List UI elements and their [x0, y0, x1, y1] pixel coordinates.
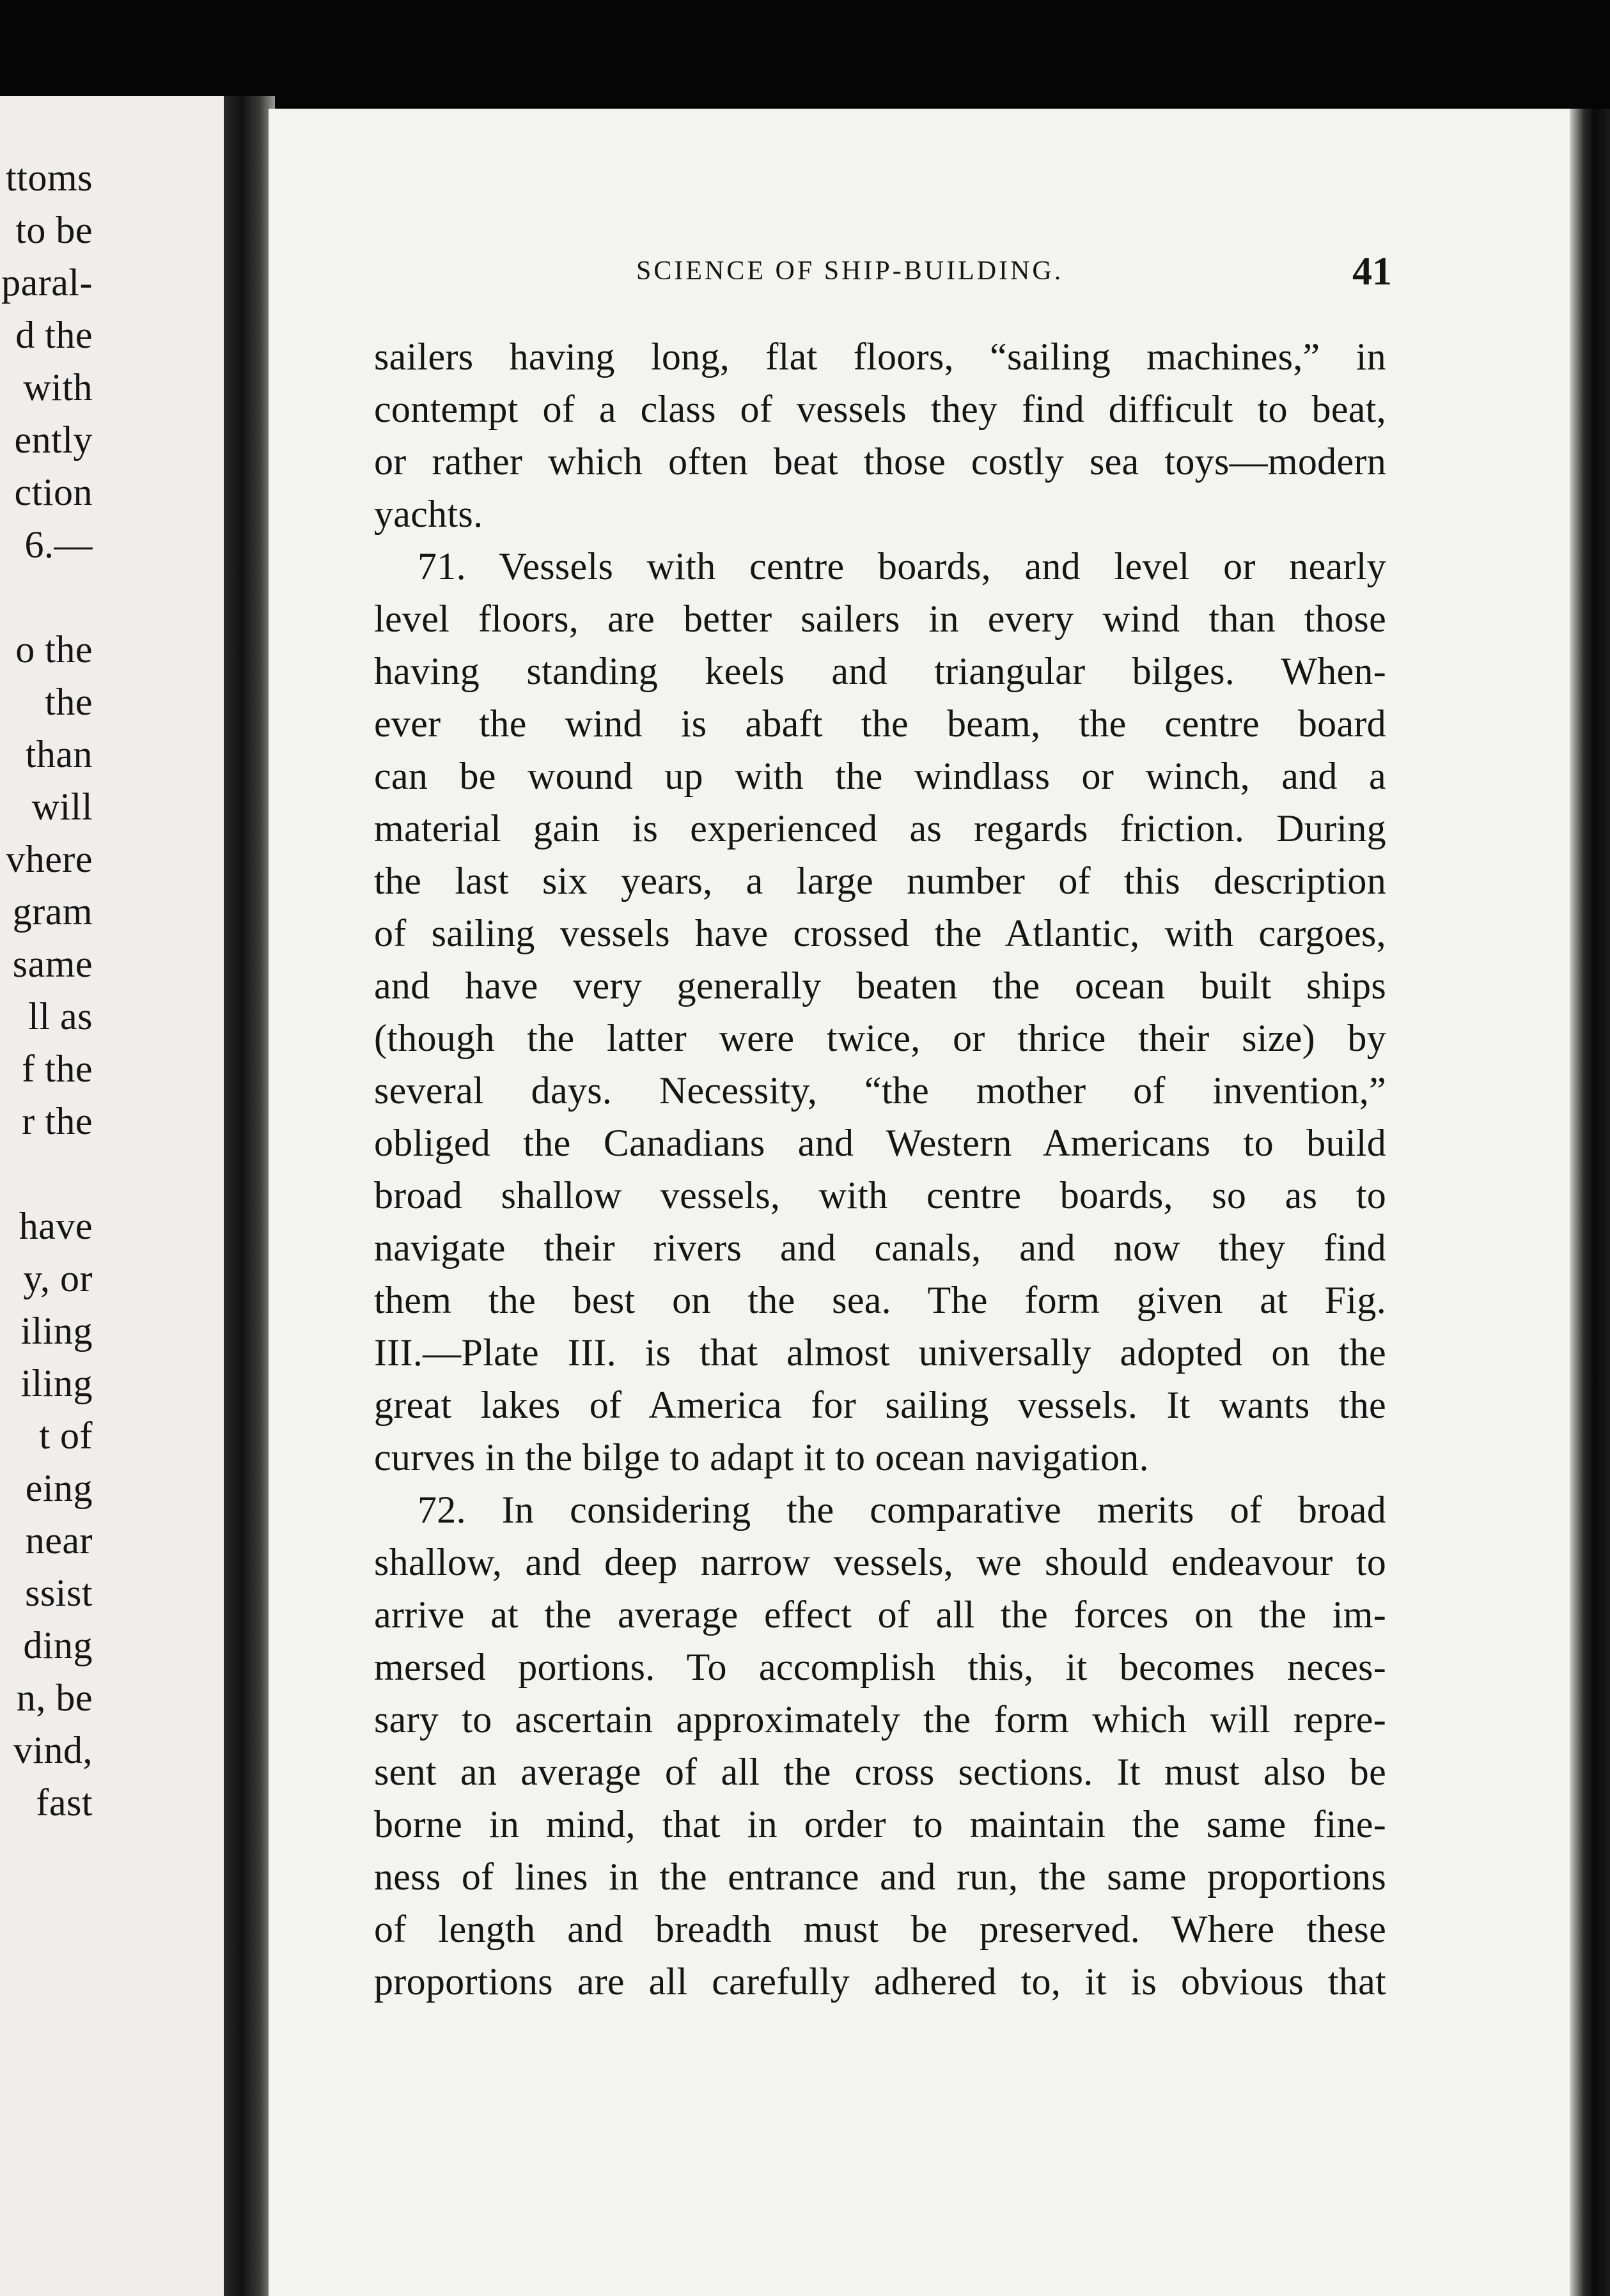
paragraph-72-start: 72. In considering the comparative merits of broad — [418, 1489, 1386, 1531]
text-line: and have very generally beaten the ocean built ships — [374, 965, 1386, 1007]
text-line: or rather which often beat those costly sea toys—modern — [374, 440, 1386, 483]
facing-line: y, or — [23, 1257, 93, 1299]
facing-line: ll as — [28, 995, 93, 1037]
text-line: shallow, and deep narrow vessels, we should endeavour to — [374, 1541, 1386, 1583]
facing-line: ction — [14, 471, 93, 513]
facing-line: o the — [15, 628, 93, 671]
text-line: yachts. — [374, 493, 483, 535]
text-line: ever the wind is abaft the beam, the centre board — [374, 702, 1386, 745]
facing-line: ding — [23, 1624, 93, 1666]
text-line: sary to ascertain approximately the form which will repre- — [374, 1698, 1386, 1741]
facing-line: the — [45, 681, 93, 723]
text-line: of sailing vessels have crossed the Atlantic, with cargoes, — [374, 912, 1386, 954]
facing-line: vind, — [13, 1729, 93, 1771]
facing-line: 6.— — [24, 524, 93, 566]
page-edge — [1570, 109, 1610, 2296]
page-number: 41 — [1352, 250, 1392, 293]
body-text — [374, 330, 1386, 2008]
facing-page-fragment — [0, 96, 224, 2296]
text-line: obliged the Canadians and Western Americans to build — [374, 1122, 1386, 1164]
text-line: having standing keels and triangular bilges. When- — [374, 650, 1386, 692]
text-line: arrive at the average effect of all the forces on the im- — [374, 1594, 1386, 1636]
text-line: proportions are all carefully adhered to, it is obvious that — [374, 1960, 1386, 2003]
facing-line: than — [25, 733, 93, 775]
running-head: SCIENCE OF SHIP-BUILDING. — [636, 256, 1064, 286]
text-line: of length and breadth must be preserved. Where these — [374, 1908, 1386, 1950]
facing-line: t of — [39, 1415, 93, 1457]
facing-line: same — [12, 943, 93, 985]
book-gutter — [224, 96, 275, 2296]
text-line: them the best on the sea. The form given at Fig. — [374, 1279, 1386, 1321]
facing-line: r the — [22, 1100, 93, 1142]
text-line: (though the latter were twice, or thrice their size) by — [374, 1017, 1386, 1059]
facing-line: with — [23, 366, 93, 408]
facing-line: will — [31, 786, 93, 828]
facing-line: to be — [15, 209, 93, 251]
facing-line: ssist — [25, 1572, 93, 1614]
paragraph-71-start: 71. Vessels with centre boards, and level or nearly — [418, 545, 1386, 587]
text-line: III.—Plate III. is that almost universally adopted on the — [374, 1331, 1386, 1374]
text-line: borne in mind, that in order to maintain the same fine- — [374, 1803, 1386, 1845]
facing-line: iling — [20, 1362, 93, 1404]
facing-line: gram — [12, 890, 93, 933]
text-line: the last six years, a large number of this description — [374, 860, 1386, 902]
facing-line: have — [19, 1205, 93, 1247]
facing-line: near — [25, 1519, 93, 1562]
text-line: level floors, are better sailers in every wind than those — [374, 598, 1386, 640]
text-line: curves in the bilge to adapt it to ocean navigation. — [374, 1436, 1149, 1478]
text-line: mersed portions. To accomplish this, it becomes neces- — [374, 1646, 1386, 1688]
text-line: sailers having long, flat floors, “sailing machines,” in — [374, 336, 1386, 378]
facing-line: vhere — [6, 838, 93, 880]
text-line: navigate their rivers and canals, and now they find — [374, 1227, 1386, 1269]
facing-line: fast — [36, 1781, 93, 1824]
text-line: can be wound up with the windlass or winch, and a — [374, 755, 1386, 797]
text-line: ness of lines in the entrance and run, the same proportions — [374, 1856, 1386, 1898]
facing-line: ently — [14, 419, 93, 461]
text-line: contempt of a class of vessels they find difficult to beat, — [374, 388, 1386, 430]
facing-line: ttoms — [6, 157, 93, 199]
facing-line: eing — [25, 1467, 93, 1509]
facing-line: f the — [22, 1048, 93, 1090]
facing-line: n, be — [16, 1677, 93, 1719]
text-line: sent an average of all the cross sections. It must also be — [374, 1751, 1386, 1793]
facing-line: d the — [15, 314, 93, 356]
text-line: several days. Necessity, “the mother of invention,” — [374, 1069, 1386, 1112]
text-line: material gain is experienced as regards friction. During — [374, 807, 1386, 849]
text-line: broad shallow vessels, with centre boards, so as to — [374, 1174, 1386, 1216]
facing-line: paral- — [1, 261, 93, 304]
text-line: great lakes of America for sailing vessels. It wants the — [374, 1384, 1386, 1426]
facing-line: iling — [20, 1310, 93, 1352]
